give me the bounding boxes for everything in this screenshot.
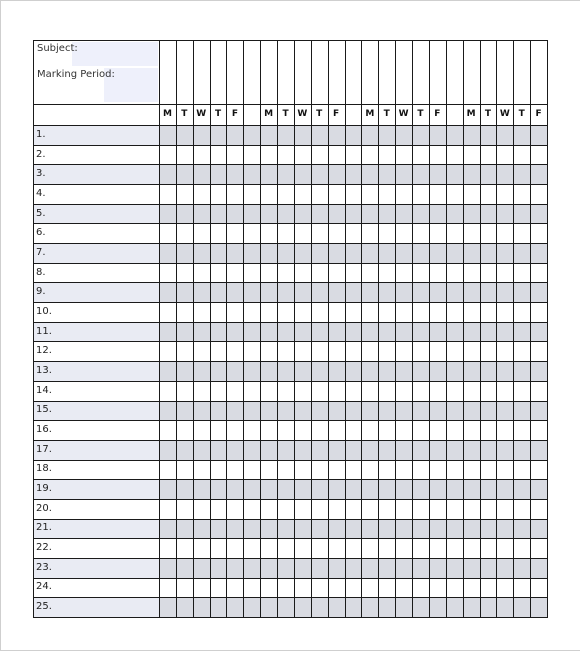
grid-line-vertical <box>378 40 379 618</box>
grid-line-vertical <box>429 40 430 618</box>
shaded-row <box>159 164 547 184</box>
grid-line-vertical <box>210 40 211 618</box>
grid-line-horizontal <box>33 558 548 559</box>
grid-line-horizontal <box>33 519 548 520</box>
student-row-number: 16. <box>36 424 52 436</box>
grid-line-vertical <box>496 40 497 618</box>
grid-line-horizontal <box>33 184 548 185</box>
grid-line-vertical <box>395 40 396 618</box>
student-name-cell[interactable] <box>33 145 159 165</box>
grid-line-horizontal <box>33 263 548 264</box>
grid-line-horizontal <box>33 145 548 146</box>
day-header: T <box>282 108 289 119</box>
marking-period-label: Marking Period: <box>37 69 115 80</box>
day-header: F <box>434 108 441 119</box>
grid-line-horizontal <box>33 302 548 303</box>
shaded-row <box>159 204 547 224</box>
day-header: W <box>398 108 409 119</box>
grid-line-horizontal <box>33 223 548 224</box>
student-row-number: 15. <box>36 404 52 416</box>
student-row-number: 22. <box>36 542 52 554</box>
day-header: W <box>196 108 207 119</box>
grid-line-vertical <box>345 40 346 618</box>
shaded-row <box>159 519 547 539</box>
grid-line-horizontal <box>33 440 548 441</box>
day-header: M <box>264 108 274 119</box>
grid-line-vertical <box>33 40 34 618</box>
shaded-row <box>159 597 547 617</box>
grid-line-vertical <box>243 40 244 618</box>
grid-line-vertical <box>480 40 481 618</box>
grid-line-vertical <box>311 40 312 618</box>
day-header: T <box>214 108 222 119</box>
grid-line-vertical <box>277 40 278 618</box>
shaded-row <box>159 401 547 421</box>
student-row-number: 11. <box>36 325 52 337</box>
shaded-row <box>159 322 547 342</box>
grid-line-horizontal <box>33 597 548 598</box>
student-row-number: 2. <box>36 148 46 160</box>
day-header: M <box>162 108 172 119</box>
student-name-cell[interactable] <box>33 223 159 243</box>
shaded-row <box>159 479 547 499</box>
student-name-cell[interactable] <box>33 263 159 283</box>
student-row-number: 3. <box>36 168 46 180</box>
day-header: F <box>333 108 340 119</box>
student-row-number: 8. <box>36 266 46 278</box>
grid-line-vertical <box>463 40 464 618</box>
student-row-number: 6. <box>36 227 46 239</box>
grid-line-horizontal <box>33 420 548 421</box>
grid-line-vertical <box>159 40 160 618</box>
student-row-number: 13. <box>36 365 52 376</box>
day-header: M <box>365 108 375 119</box>
student-row-number: 18. <box>36 463 52 475</box>
grid-line-horizontal <box>33 164 548 165</box>
student-name-cell[interactable] <box>33 164 159 184</box>
student-row-number: 7. <box>36 246 46 258</box>
grid-line-vertical <box>446 40 447 618</box>
student-row-number: 19. <box>36 483 52 495</box>
grid-line-horizontal <box>33 479 548 480</box>
day-header: F <box>535 108 542 119</box>
grid-line-horizontal <box>33 282 548 283</box>
grid-line-horizontal <box>33 460 548 461</box>
student-row-number: 9. <box>36 286 46 298</box>
grid-line-horizontal <box>33 499 548 500</box>
grid-line-vertical <box>260 40 261 618</box>
student-name-cell[interactable] <box>33 204 159 224</box>
grid-line-vertical <box>328 40 329 618</box>
grid-line-vertical <box>361 40 362 618</box>
grid-line-vertical <box>176 40 177 618</box>
grid-line-horizontal <box>33 401 548 402</box>
shaded-row <box>159 440 547 460</box>
grid-line-horizontal <box>33 341 548 342</box>
grid-line-horizontal <box>33 538 548 539</box>
student-row-number: 20. <box>36 502 52 514</box>
student-name-cell[interactable] <box>33 184 159 204</box>
student-row-number: 21. <box>36 522 52 534</box>
grid-line-horizontal <box>33 243 548 244</box>
student-row-number: 14. <box>36 384 52 396</box>
day-header: W <box>499 108 510 119</box>
student-row-number: 25. <box>36 601 52 613</box>
grid-line-horizontal <box>33 40 548 41</box>
day-header: T <box>383 108 390 119</box>
grid-line-horizontal <box>33 204 548 205</box>
student-row-number: 23. <box>36 561 52 573</box>
grid-line-horizontal <box>33 104 548 105</box>
day-header: T <box>484 108 492 119</box>
shaded-row <box>159 125 547 145</box>
grid-line-vertical <box>547 40 548 618</box>
shaded-row <box>159 361 547 381</box>
student-row-number: 12. <box>36 345 52 357</box>
grid-line-horizontal <box>33 322 548 323</box>
grid-line-vertical <box>530 40 531 618</box>
day-header: T <box>417 108 424 119</box>
student-row-number: 1. <box>36 128 46 140</box>
student-name-cell[interactable] <box>33 125 159 145</box>
student-row-number: 17. <box>36 443 52 455</box>
day-header: T <box>316 108 323 119</box>
day-header: M <box>466 108 476 119</box>
subject-field[interactable] <box>72 42 158 66</box>
grid-line-vertical <box>412 40 413 618</box>
grid-line-horizontal <box>33 125 548 126</box>
shaded-row <box>159 243 547 263</box>
student-name-cell[interactable] <box>33 243 159 263</box>
day-header: T <box>518 108 525 119</box>
grid-line-vertical <box>193 40 194 618</box>
grid-line-horizontal <box>33 617 548 618</box>
student-row-number: 24. <box>36 581 52 593</box>
day-header: F <box>231 108 238 119</box>
subject-label: Subject: <box>37 43 78 54</box>
shaded-row <box>159 282 547 302</box>
grid-line-horizontal <box>33 361 548 362</box>
grid-line-horizontal <box>33 578 548 579</box>
grid-line-vertical <box>513 40 514 618</box>
student-name-cell[interactable] <box>33 282 159 302</box>
day-header: T <box>181 108 188 119</box>
student-row-number: 5. <box>36 207 46 219</box>
grid-line-vertical <box>294 40 295 618</box>
grid-line-horizontal <box>33 381 548 382</box>
student-row-number: 4. <box>36 187 46 199</box>
day-header: W <box>297 108 308 119</box>
grid-line-vertical <box>226 40 227 618</box>
shaded-row <box>159 558 547 578</box>
student-row-number: 10. <box>36 305 52 317</box>
